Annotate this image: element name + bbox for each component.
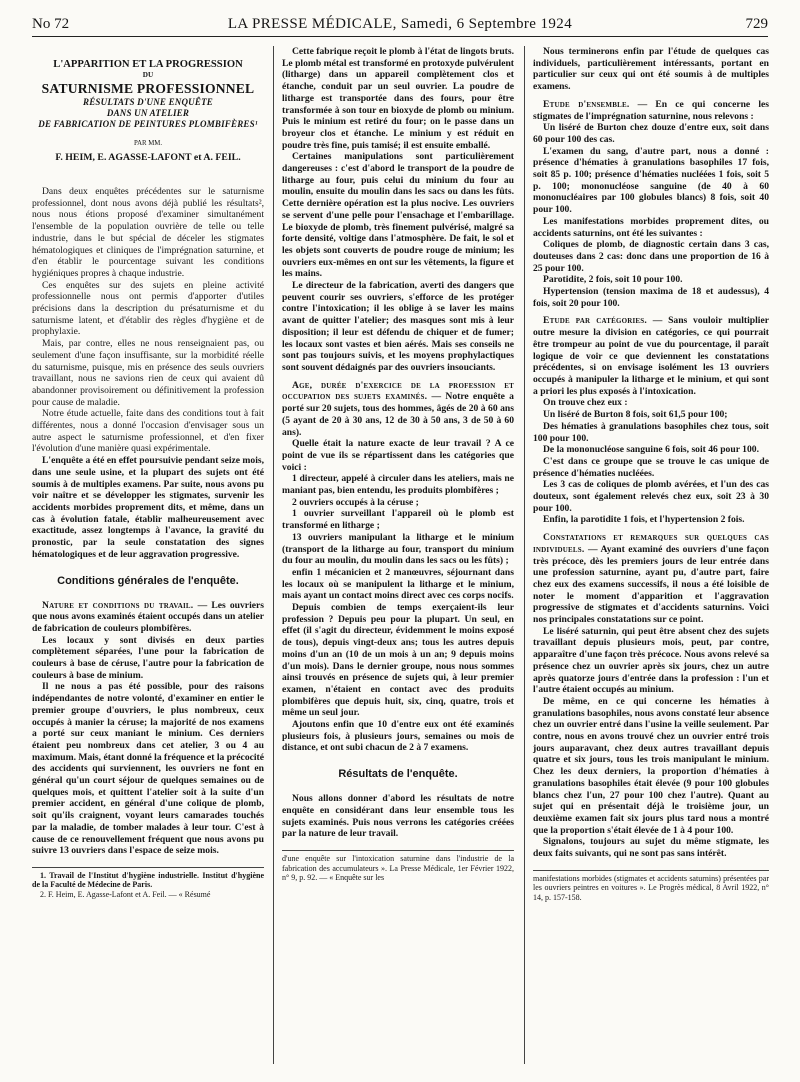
journal-title: LA PRESSE MÉDICALE, Samedi, 6 Septembre 1924 [227, 16, 573, 32]
footnote: 2. F. Heim, E. Agasse-Lafont et A. Feil. — « Résumé [40, 889, 211, 899]
paragraph: Depuis combien de temps exerçaient-ils leur profession ? Depuis peu pour la plupart. Un seul, en effet (il s'agit du directeur, évidemment le moins exposé de tous), depuis vingt-deux ans; tous les autres depuis moins d'un an (10 de un mois à un an; 9 depuis moins d'un mois). Dans le dernier groupe, nous nous sommes ainsi trouvés en présence de sujets qui, à leur premier examen, n'étaient en contact avec des produits plombifères que depuis huit, six, cinq, quatre, trois et même un seul jour. [282, 602, 514, 719]
paragraph: Dans deux enquêtes précédentes sur le saturnisme professionnel, dont nous avons déjà publié les résultats², nous nous étions proposé d'examiner simultanément l'ensemble de la population ouvrière de telle ou telle industrie, dans le but spécial de déceler les stigmates hématologiques et cliniques de l'imprégnation saturnine, et d'en établir le pourcentage suivant les conditions hygiéniques propres à chaque industrie. [32, 186, 264, 279]
paragraph: enfin 1 mécanicien et 2 manœuvres, séjournant dans les locaux où se manipulent la litharge et le minium, mais ayant un contact moins direct avec ces corps nocifs. [282, 566, 514, 602]
paragraph: Notre étude actuelle, faite dans des conditions tout à fait différentes, nous a donné l'occasion d'envisager sous un autre aspect le saturnisme professionnel, et d'en fixer l'évolution d'une manière quasi expérimentale. [32, 408, 264, 455]
paragraph: — En ce qui concerne les stigmates de l'imprégnation saturnine, nous relevons : [533, 98, 769, 122]
paragraph: De la mononucléose sanguine 6 fois, soit 46 pour 100. [543, 444, 759, 456]
paragraph: Il ne nous a pas été possible, pour des raisons indépendantes de notre volonté, d'examiner en entier le premier groupe d'ouvriers, le plus nombreux, ceux occupés à manier la céruse; la majorité de nos examens a porté sur ceux maniant le minium. Ces derniers étaient peu nombreux dans cet atelier, 3 ou 4 au maximum. Mais, étant donné la fréquence et la précocité des accidents qui surviennent, les ouvriers ne font en général qu'un court séjour de quelques semaines ou de quelques mois, et quittent l'atelier soit à la suite d'un premier accident, en général d'une colique de plomb, soit qu'ils craignent, voyant leurs camarades touchés par la maladie, de tomber malades à leur tour. C'est à cause de ce renouvellement fréquent que nous avons pu suivre 13 ouvriers dans l'espace de seize mois. [32, 681, 264, 857]
paragraph: 2 ouvriers occupés à la céruse ; [292, 496, 419, 508]
footnote-rule [533, 870, 769, 871]
footnotes [282, 854, 514, 883]
paragraph: C'est dans ce groupe que se trouve le cas unique de présence d'hématies nucléées. [533, 455, 769, 479]
subtitle-line-2: DANS UN ATELIER [106, 108, 190, 118]
footnote: manifestations morbides (stigmates et accidents saturnins) présentées par les ouvriers peintres en voitures ». Le Progrès médical, 8 Avril 1922, n° 14, p. 157-158. [533, 873, 769, 902]
section-heading: Conditions générales de l'enquête. [57, 574, 239, 587]
column-1 [32, 46, 264, 899]
paragraph: — Notre enquête a porté sur 20 sujets, tous des hommes, âgés de 20 à 60 ans (5 ayant de 20 à 30 ans, 12 de 30 à 50 ans, 3 de 50 à 60 ans). [282, 391, 514, 438]
paragraph: L'examen du sang, d'autre part, nous a donné : présence d'hématies à granulations basophiles 17 fois, soit 85 p. 100; présence d'hématies nucléées 1 fois, soit 5 p. 100; mononucléose sanguine (de 40 à 60 mononucléaires par 100 globules blancs) 8 fois, soit 40 pour 100. [533, 145, 769, 216]
paragraph: Un liséré de Burton chez douze d'entre eux, soit dans 60 pour 100 des cas. [533, 122, 769, 145]
paragraph: Nous terminerons enfin par l'étude de quelques cas individuels, particulièrement intéressants, portant en particulier sur ceux qui ont été soumis à de multiples examens. [533, 46, 769, 93]
paragraph: De même, en ce qui concerne les hématies à granulations basophiles, nous avons constaté leur absence chez un ouvrier entré dans l'usine la veille seulement. Par contre, nous en avons trouvé chez un ouvrier entré trois jours auparavant, chez deux autres travaillant depuis quatre et six jours, tous les trois manipulant le minium. Chez les deux derniers, la proportion d'hématies à granulations basophiles était élevée (9 pour 100 globules blancs chez l'un, 27 pour 100 chez l'autre). Quant au sujet qui en présentait déjà le troisième jour, un deuxième examen fait six jours plus tard nous a montré que la proportion s'était élevée de 1 à 4 pour 100. [533, 695, 769, 836]
paragraph: Le liséré saturnin, qui peut être absent chez des sujets travaillant depuis plusieurs mois, peut, par contre, apparaître d'une façon très précoce. Nous avons relevé sa présence chez un ouvrier après six jours, chez un autre après quatorze jours d'entrée dans la profession : l'un et l'autre étaient occupés au minium. [533, 625, 769, 696]
paragraph: Un liséré de Burton 8 fois, soit 61,5 pour 100; [543, 409, 728, 421]
paragraph: Signalons, toujours au sujet du même stigmate, les deux faits suivants, qui ne sont pas sans intérêt. [533, 836, 769, 860]
paragraph: L'enquête a été en effet poursuivie pendant seize mois, dans une seule usine, et la plupart des sujets ont été soumis à de multiples examens. Par suite, nous avons pu voir naître et se développer les stigmates, survenir les accidents morbides proprement dits, et même, dans un cas à évolution fatale, établir malheureusement avec exactitude, assez longtemps à l'avance, la gravité du pronostic, par la seule constatation des signes hématologiques et de leur aggravation progressive. [32, 455, 264, 560]
column-3 [533, 46, 769, 902]
footnote: d'une enquête sur l'intoxication saturnine dans l'industrie de la fabrication des accumulateurs ». La Presse Médicale, 1er Février 1922, n° 9, p. 92. — « Enquête sur les [282, 854, 514, 882]
run-in-heading: Etude par catégories. [543, 315, 647, 327]
run-in-heading: Nature et conditions du travail. [42, 599, 194, 611]
paragraph: Les locaux y sont divisés en deux parties complètement séparées, l'une pour la fabrication de couleurs à base de céruse, l'autre pour la fabrication de couleurs à base de minium. [32, 634, 264, 681]
paragraph: 13 ouvriers manipulant la litharge et le minium (transport de la litharge au four, transport du minium du four au moulin, du moulin dans les sacs ou les fûts) ; [282, 531, 514, 567]
issue-number: No 72 [32, 16, 70, 32]
paragraph: Enfin, la parotidite 1 fois, et l'hypertension 2 fois. [543, 514, 745, 526]
section-heading: Résultats de l'enquête. [338, 768, 458, 781]
paragraph: Ajoutons enfin que 10 d'entre eux ont été examinés plusieurs fois, à plusieurs jours, semaines ou mois de distance, et ont subi chacun de 2 à 7 examens. [282, 719, 514, 754]
paragraph: Cette fabrique reçoit le plomb à l'état de lingots bruts. Le plomb métal est transformé en protoxyde pulvérulent (litharge) dans un appareil complètement clos et étanche, conduit par un seul ouvrier. La poudre de litharge est transportée dans des fours, pour être transformée à son tour en bioxyde de plomb ou minium. Puis le minium est retiré du four; on le passe dans un broyeur clos et étanche. Le minium y est réduit en poudre très fine, puis tamisé; il est ensuite emballé. [282, 46, 514, 151]
paragraph: Le directeur de la fabrication, averti des dangers que peuvent courir ses ouvriers, s'efforce de les protéger contre l'intoxication; il les oblige à se laver les mains avant de quitter l'atelier; des masques sont mis à leur disposition; il leur est défendu de chiquer et de fumer; les locaux sont vastes et bien aérés. Mais ses conseils ne sont pas toujours suivis, et les moyens prophylactiques sont souvent dédaignés par des ouvriers insouciants. [282, 280, 514, 373]
authors: F. HEIM, E. AGASSE-LAFONT et A. FEIL. [55, 152, 241, 163]
title-main: SATURNISME PROFESSIONNEL [41, 81, 255, 96]
footnote-rule [32, 867, 264, 868]
paragraph: — Les ouvriers que nous avons examinés étaient occupés dans un atelier de fabrication de couleurs plombifères. [32, 599, 264, 634]
footnotes [533, 874, 769, 903]
column-rule-right [524, 46, 525, 1064]
column-2 [282, 46, 514, 883]
paragraph: Coliques de plomb, de diagnostic certain dans 3 cas, douteuses dans 2 cas: donc dans une proportion de 16 à 25 pour 100. [533, 239, 769, 274]
page-number: 729 [745, 16, 768, 32]
paragraph: — Sans vouloir multiplier outre mesure la division en catégories, ce qui pourrait être trompeur au point de vue du pourcentage, il paraît logique de voir ce que deviennent les constatations précédentes, si on envisage isolément les 13 ouvriers occupés à manipuler la litharge et le minium, et qui sont a priori les plus exposés à l'intoxication. [533, 315, 769, 397]
byline-par: PAR MM. [133, 140, 163, 147]
run-in-heading: Age, durée d'exercice de la profession et occupation des sujets examinés. [282, 379, 514, 403]
paragraph: Certaines manipulations sont particulièrement dangereuses : c'est d'abord le transport de la poudre de litharge au four, puis celui du minium du four au moulin, ensuite du moulin dans les sacs ou dans les fûts. Cette dernière opération est la plus nocive. Les ouvriers se servent d'une pelle pour l'ensachage et l'embarillage. Le bioxyde de plomb, très finement pulvérisé, malgré sa forte densité, voltige dans l'atmosphère. De fait, le sol et les objets sont couverts de poudre rouge de minium; les ouvriers eux-mêmes en ont sur les vêtements, la figure et les mains. [282, 151, 514, 280]
running-header [32, 16, 768, 37]
subtitle-line-1: RÉSULTATS D'UNE ENQUÊTE [83, 97, 213, 107]
paragraph: Quelle était la nature exacte de leur travail ? A ce point de vue ils se répartissent dans les catégories que voici : [282, 438, 514, 473]
footnote: 1. Travail de l'Institut d'hygiène industrielle. Institut d'hygiène de la Faculté de Médecine de Paris. [32, 870, 264, 890]
paragraph: 1 ouvrier surveillant l'appareil où le plomb est transformé en litharge ; [282, 508, 514, 532]
run-in-heading: Etude d'ensemble. [543, 98, 630, 110]
paragraph: Parotidite, 2 fois, soit 10 pour 100. [543, 274, 683, 286]
paragraph: Des hématies à granulations basophiles chez tous, soit 100 pour 100. [533, 420, 769, 444]
paragraph: Les manifestations morbides proprement dites, ou accidents saturnins, ont été les suivantes : [533, 215, 769, 239]
paragraph: Hypertension (tension maxima de 18 et audessus), 4 fois, soit 20 pour 100. [533, 286, 769, 309]
paragraph: — Ayant examiné des ouvriers d'une façon très précoce, dès les premiers jours de leur entrée dans une profession saturnine, ayant pu, d'autre part, faire chez eux des examens successifs, il nous a été loisible de noter le moment d'apparition et l'aggravation progressive de stigmates et d'accidents saturnins. Voici nos principales constatations sur ce point. [533, 543, 769, 626]
title-line-2: DU [142, 71, 154, 79]
paragraph: 1 directeur, appelé à circuler dans les ateliers, mais ne maniant pas, bien entendu, les produits plombifères ; [282, 473, 514, 497]
footnotes [32, 871, 264, 900]
paragraph: On trouve chez eux : [543, 397, 628, 409]
paragraph: Ces enquêtes sur des sujets en pleine activité professionnelle nous ont permis d'apporter d'utiles précisions dans la description du présaturnisme et du saturnisme latent, et d'établir des règles d'hygiène et de prophylaxie. [32, 279, 264, 338]
paragraph: Nous allons donner d'abord les résultats de notre enquête en considérant dans leur ensemble tous les sujets examinés. Puis nous verrons les catégories créées par la nature de leur travail. [282, 793, 514, 840]
article-title-block [32, 58, 264, 164]
footnote-rule [282, 850, 514, 851]
run-in-heading: Constatations et remarques sur quelques cas individuels. [533, 532, 769, 555]
title-line-1: L'APPARITION ET LA PROGRESSION [53, 59, 243, 70]
subtitle-line-3: DE FABRICATION DE PEINTURES PLOMBIFÈRES¹ [38, 119, 258, 129]
column-rule-left [273, 46, 274, 1064]
paragraph: Mais, par contre, elles ne nous renseignaient pas, ou seulement d'une façon insuffisante, sur la morbidité réelle du saturnisme, puisque, mis en présence des seuls ouvriers travaillant, nous ne savions rien de ceux qui avaient dû abandonner provisoirement ou définitivement la profession pour cause de maladie. [32, 338, 264, 408]
paragraph: Les 3 cas de coliques de plomb avérées, et l'un des cas douteux, sont également relevés chez eux, soit 23 à 30 pour 100. [533, 479, 769, 514]
